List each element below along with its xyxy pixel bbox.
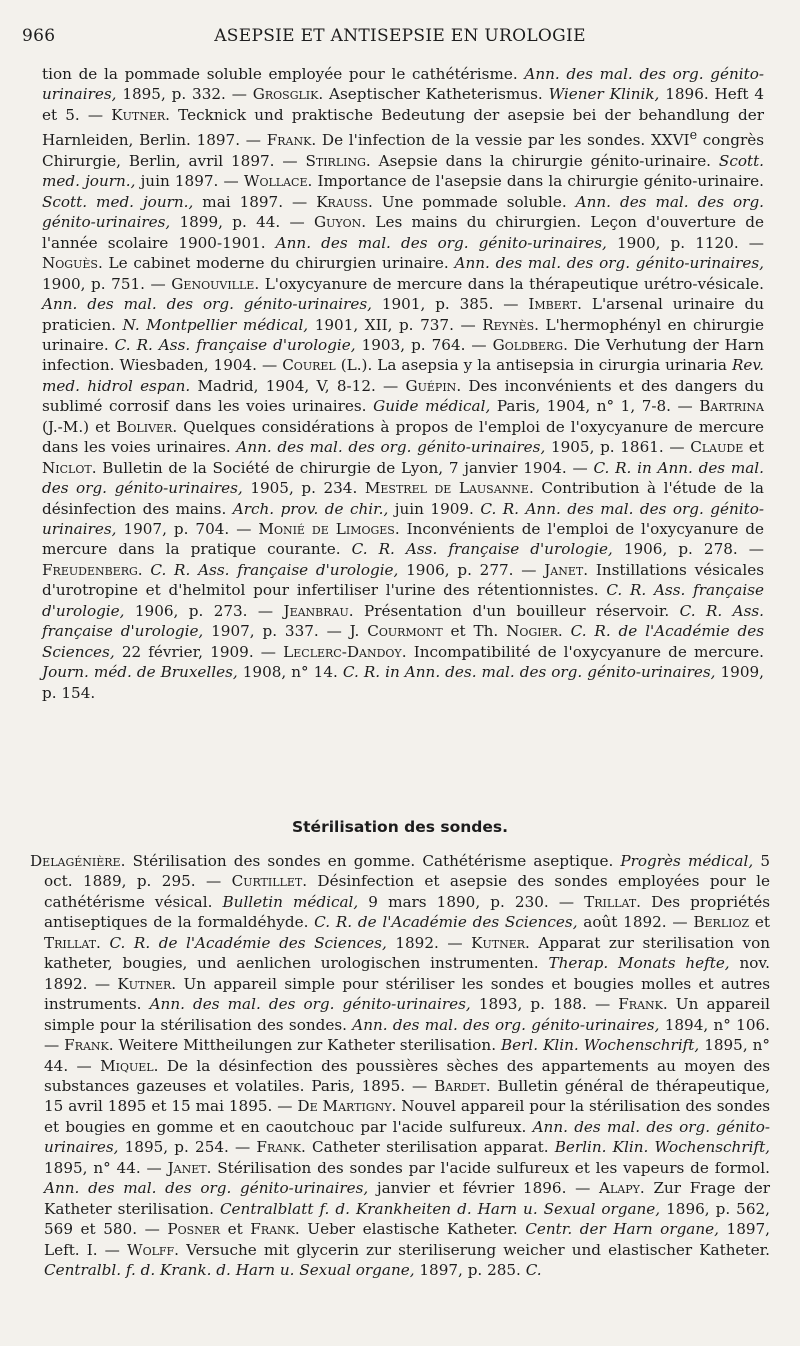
bibliography-block-asepsis	[42, 64, 764, 703]
author-name: Janet	[544, 560, 584, 579]
author-name: Kutner	[117, 974, 172, 993]
author-name: Alapy	[599, 1179, 640, 1198]
author-name: Trillat	[44, 933, 97, 952]
author-name: Imbert	[528, 295, 578, 314]
author-name: Frank	[256, 1138, 302, 1157]
author-name: Courmont	[367, 622, 443, 641]
author-name: Goldberg	[492, 335, 564, 354]
author-name: Bardet	[434, 1076, 486, 1095]
author-name: Trillat	[584, 892, 637, 911]
bibliography-paragraph: Delagénière. Stérilisation des sondes en gomme. Cathétérisme aseptique. Progrès médical, 5 oct. 1889, p. 295. — Curtillet. Désinfection et asepsie des sondes employées pour le cathétérisme vésical. Bulletin médical, 9 mars 1890, p. 230. — Trillat. Des propriétés antiseptiques de la formaldéhyde. C. R. de l'Académie des Sciences, août 1892. — Berlioz et Trillat. C. R. de l'Académie des Sciences, 1892. — Kutner. Apparat zur sterilisation von katheter, bougies, und aenlichen urologischen instrumenten. Therap. Monats hefte, nov. 1892. — Kutner. Un appareil simple pour stériliser les sondes et bougies molles et autres instruments. Ann. des mal. des org. génito-urinaires, 1893, p. 188. — Frank. Un appareil simple pour la stérilisation des sondes. Ann. des mal. des org. génito-urinaires, 1894, n° 106. — Frank. Weitere Mittheilungen zur Katheter sterilisation. Berl. Klin. Wochenschrift, 1895, n° 44. — Miquel. De la désinfection des poussières sèches des appartements au moyen des substances gazeuses et volatiles. Paris, 1895. — Bardet. Bulletin général de thérapeutique, 15 avril 1895 et 15 mai 1895. — De Martigny. Nouvel appareil pour la stérilisation des sondes et bougies en gomme et en caoutchouc par l'acide sulfureux. Ann. des mal. des org. génito-urinaires, 1895, p. 254. — Frank. Catheter sterilisation apparat. Berlin. Klin. Wochenschrift, 1895, n° 44. — Janet. Stérilisation des sondes par l'acide sulfureux et les vapeurs de formol. Ann. des mal. des org. génito-urinaires, janvier et février 1896. — Alapy. Zur Frage der Katheter sterilisation. Centralblatt f. d. Krankheiten d. Harn u. Sexual organe, 1896, p. 562, 569 et 580. — Posner et Frank. Ueber elastische Katheter. Centr. der Harn organe, 1897, Left. I. — Wolff. Versuche mit glycerin zur steriliserung weicher und elastischer Katheter. Centralbl. f. d. Krank. d. Harn u. Sexual organe, 1897, p. 285. C.	[30, 852, 771, 1280]
author-name: Janet	[167, 1158, 207, 1177]
author-name: Wollace	[243, 172, 308, 191]
page-header	[22, 26, 778, 52]
author-name: Stirling	[305, 151, 366, 170]
bibliography-block-sterilisation	[30, 851, 770, 1281]
author-name: Berlioz	[693, 913, 750, 932]
author-name: Frank	[266, 131, 312, 150]
author-name: Miquel	[100, 1056, 154, 1075]
bibliography-paragraph: tion de la pommade soluble employée pour le cathétérisme. Ann. des mal. des org. génito-urinaires, 1895, p. 332. — Grosglik. Aseptischer Katheterismus. Wiener Klinik, 1896. Heft 4 et 5. — Kutner. Tecknick und praktische Bedeutung der asepsie bei der behandlung der Harnleiden, Berlin. 1897. — Frank. De l'infection de la vessie par les sondes. XXVIe congrès Chirurgie, Berlin, avril 1897. — Stirling. Asepsie dans la chirurgie génito-urinaire. Scott. med. journ., juin 1897. — Wollace. Importance de l'asepsie dans la chirurgie génito-urinaire. Scott. med. journ., mai 1897. — Krauss. Une pommade soluble. Ann. des mal. des org. génito-urinaires, 1899, p. 44. — Guyon. Les mains du chirurgien. Leçon d'ouverture de l'année scolaire 1900-1901. Ann. des mal. des org. génito-urinaires, 1900, p. 1120. — Noguès. Le cabinet moderne du chirurgien urinaire. Ann. des mal. des org. génito-urinaires, 1900, p. 751. — Genouville. L'oxycyanure de mercure dans la thérapeutique urétro-vésicale. Ann. des mal. des org. génito-urinaires, 1901, p. 385. — Imbert. L'arsenal urinaire du praticien. N. Montpellier médical, 1901, XII, p. 737. — Reynès. L'hermophényl en chirurgie urinaire. C. R. Ass. française d'urologie, 1903, p. 764. — Goldberg. Die Verhutung der Harn infection. Wiesbaden, 1904. — Courel (L.). La asepsia y la antisepsia in cirurgia urinaria Rev. med. hidrol espan. Madrid, 1904, V, 8-12. — Guépin. Des inconvénients et des dangers du sublimé corrosif dans les voies urinaires. Guide médical, Paris, 1904, n° 1, 7-8. — Bartrina (J.-M.) et Boliver. Quelques considérations à propos de l'emploi de l'oxycyanure de mercure dans les voies urinaires. Ann. des mal. des org. génito-urinaires, 1905, p. 1861. — Claude et Niclot. Bulletin de la Société de chirurgie de Lyon, 7 janvier 1904. — C. R. in Ann. des mal. des org. génito-urinaires, 1905, p. 234. Mestrel de Lausanne. Contribution à l'étude de la désinfection des mains. Arch. prov. de chir., juin 1909. C. R. Ann. des mal. des org. génito-urinaires, 1907, p. 704. — Monié de Limoges. Inconvénients de l'emploi de l'oxycyanure de mercure dans la pratique courante. C. R. Ass. française d'urologie, 1906, p. 278. — Freudenberg. C. R. Ass. française d'urologie, 1906, p. 277. — Janet. Instillations vésicales d'urotropine et d'helmitol pour infertiliser l'urine des rétentionnistes. C. R. Ass. française d'urologie, 1906, p. 273. — Jeanbrau. Présentation d'un bouilleur réservoir. C. R. Ass. française d'urologie, 1907, p. 337. — J. Courmont et Th. Nogier. C. R. de l'Académie des Sciences, 22 février, 1909. — Leclerc-Dandoy. Incompatibilité de l'oxycyanure de mercure. Journ. méd. de Bruxelles, 1908, n° 14. C. R. in Ann. des. mal. des org. génito-urinaires, 1909, p. 154.	[42, 65, 765, 702]
author-name: Niclot	[42, 458, 92, 477]
author-name: Boliver	[116, 417, 173, 436]
section-title: Stérilisation des sondes.	[291, 818, 509, 836]
author-name: Posner	[167, 1220, 221, 1239]
author-name: Guépin	[405, 376, 457, 395]
author-name: Frank	[250, 1220, 295, 1239]
author-name: Leclerc-Dandoy	[283, 642, 402, 661]
author-name: Courel	[282, 356, 336, 375]
author-name: Reynès	[482, 315, 535, 334]
author-name: Guyon	[313, 213, 362, 232]
author-name: Bartrina	[699, 397, 764, 416]
author-name: Nogier	[506, 622, 558, 641]
author-name: Genouville	[171, 274, 255, 293]
author-name: Claude	[690, 438, 744, 457]
author-name: Frank	[618, 995, 663, 1014]
author-name: Monié de Limoges	[258, 520, 395, 539]
author-name: Grosglik	[252, 85, 319, 104]
author-name: Noguès	[42, 254, 98, 273]
author-name: Wolff	[126, 1240, 175, 1259]
page-number: 966	[22, 26, 56, 46]
author-name: Frank	[64, 1036, 109, 1055]
author-name: Krauss	[316, 192, 368, 211]
author-name: Freudenberg	[42, 560, 138, 579]
running-head: ASEPSIE ET ANTISEPSIE EN UROLOGIE	[214, 26, 586, 46]
author-name: Mestrel de Lausanne	[364, 479, 529, 498]
author-name: Curtillet	[231, 872, 303, 891]
author-name: Kutner	[111, 105, 166, 124]
author-name: Delagénière	[30, 852, 121, 870]
author-name: Kutner	[471, 933, 526, 952]
author-name: Jeanbrau	[283, 601, 349, 620]
author-name: De Martigny	[297, 1097, 392, 1116]
